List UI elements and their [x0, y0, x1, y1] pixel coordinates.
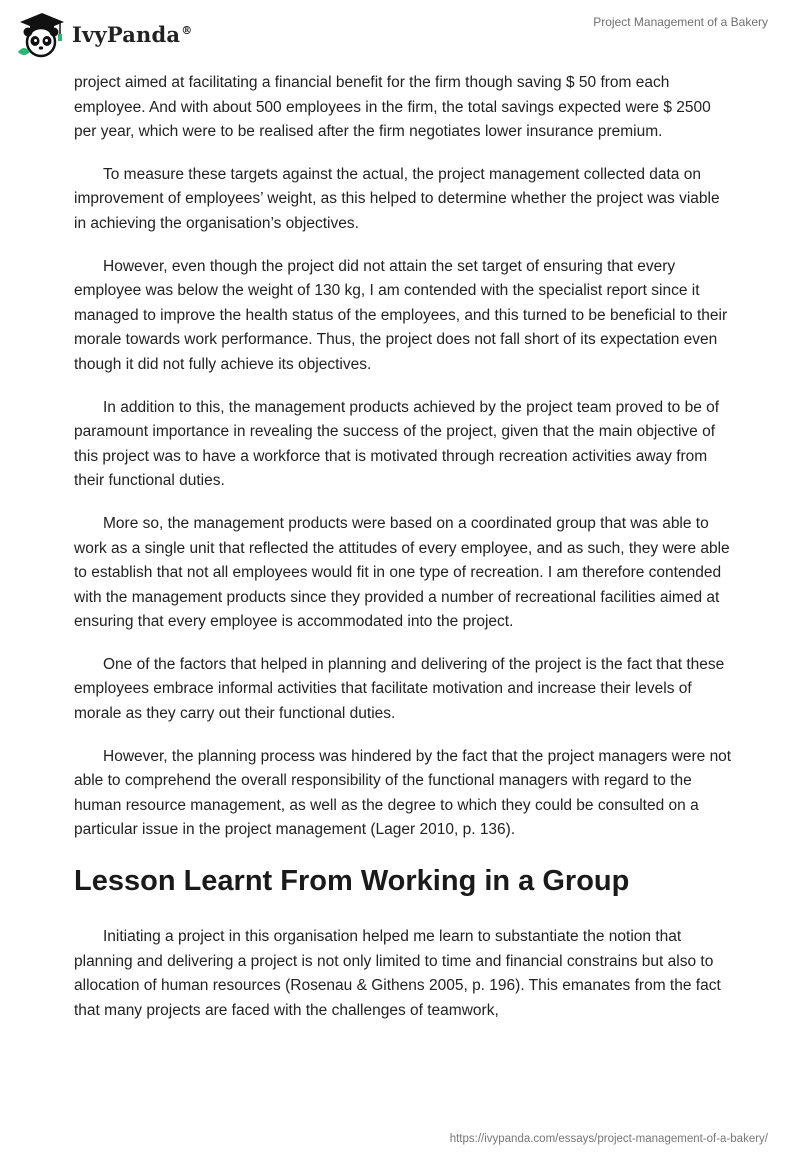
paragraph: More so, the management products were based on a coordinated group that was able to work as a single unit that reflected the attitudes of every employee, and as such, they were able to establish that not all employees would fit in one type of recreation. I am therefore contended with the management products since they provided a number of recreational facilities aimed at ensuring that every employee is accommodated into the project. — [74, 514, 730, 631]
ivypanda-logo[interactable] — [14, 8, 192, 60]
essay-content — [74, 71, 734, 1041]
paragraph: However, even though the project did not attain the set target of ensuring that every employee was below the weight of 130 kg, I am contended with the specialist report since it managed to improve the health status of the employees, and this turned to be beneficial to their morale towards work performance. Thus, the project does not fall short of its expectation even though it did not fully achieve its objectives. — [74, 257, 728, 373]
paragraph: To measure these targets against the actual, the project management collected data on improvement of employees’ weight, as this helped to determine whether the project was viable in achieving the organisation’s objectives. — [74, 165, 720, 232]
logo-wordmark: IvyPanda® — [72, 21, 193, 47]
page-header — [0, 0, 800, 66]
source-url[interactable]: https://ivypanda.com/essays/project-management-of-a-bakery/ — [449, 1133, 768, 1145]
paragraph: project aimed at facilitating a financial benefit for the firm though saving $ 50 from each employee. And with about 500 employees in the firm, the total savings expected were $ 2500 per year, which were to be realised after the firm negotiates lower insurance premium. — [74, 74, 711, 141]
section-heading: Lesson Learnt From Working in a Group — [74, 865, 630, 898]
paragraph: However, the planning process was hindered by the fact that the project managers were not able to comprehend the overall responsibility of the functional managers with regard to the human resource management, as well as the degree to which they could be consulted on a particular issue in the project management (Lager 2010, p. 136). — [74, 747, 732, 839]
panda-graduate-icon — [14, 8, 66, 60]
paragraph: Initiating a project in this organisation helped me learn to substantiate the notion that planning and delivering a project is not only limited to time and financial constrains but also to allocation of human resources (Rosenau & Githens 2005, p. 196). This emanates from the fact that many projects are faced with the challenges of teamwork, — [74, 928, 721, 1019]
paragraph: One of the factors that helped in planning and delivering of the project is the fact that these employees embrace informal activities that facilitate motivation and increase their levels of morale as they carry out their functional duties. — [74, 655, 725, 723]
paragraph: In addition to this, the management products achieved by the project team proved to be of paramount importance in revealing the success of the project, given that the main objective of this project was to have a workforce that is motivated through recreation activities away from their functional duties. — [74, 398, 720, 490]
document-title: Project Management of a Bakery — [593, 15, 768, 29]
